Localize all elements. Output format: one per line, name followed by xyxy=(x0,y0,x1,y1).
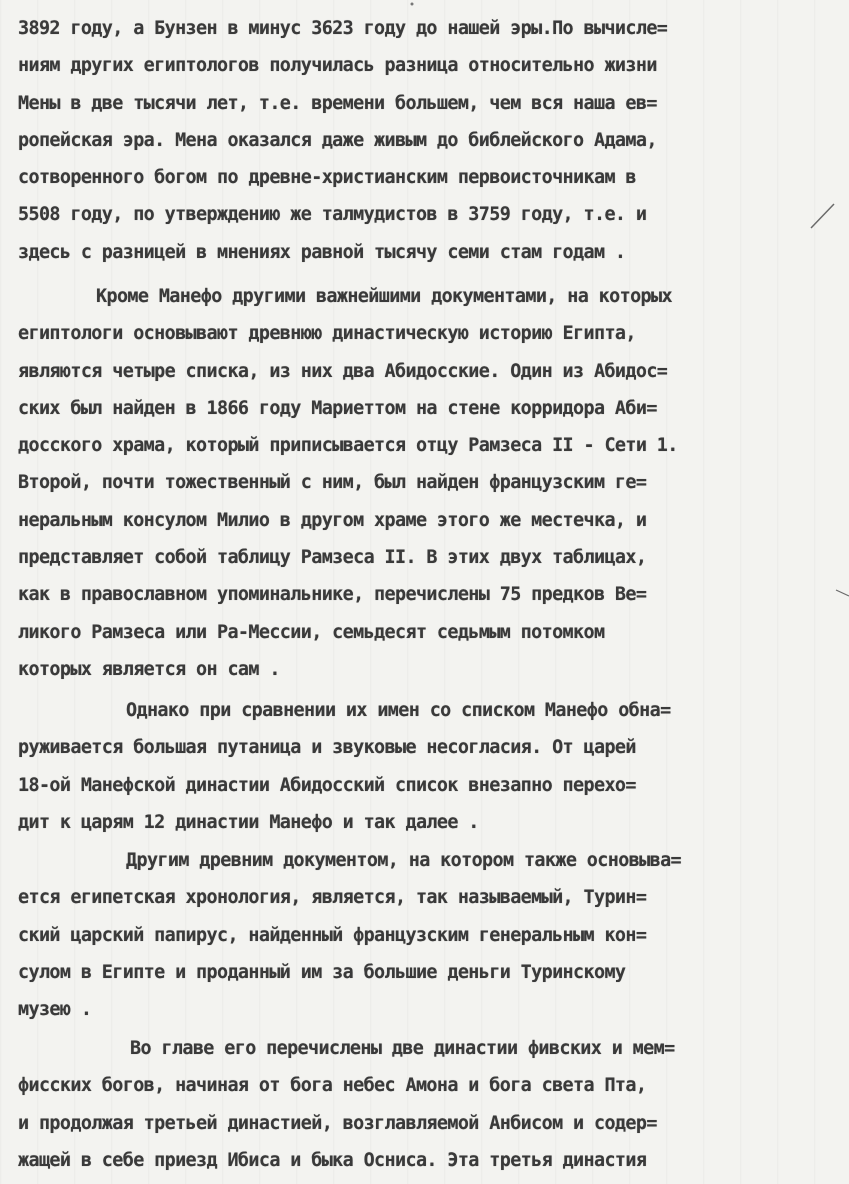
text-line: ский царский папирус, найденный французским генеральным кон= xyxy=(18,924,647,946)
text-line: 18-ой Манефской династии Абидосский список внезапно перехо= xyxy=(18,774,636,796)
text-line: ниям других египтологов получилась разница относительно жизни xyxy=(18,55,657,77)
text-line: 3892 году, а Бунзен в минус 3623 году до нашей эры.По вычисле= xyxy=(18,18,668,39)
pen-stroke-mark xyxy=(836,590,849,596)
text-line: фисских богов, начиная от бога небес Амона и бога света Пта, xyxy=(18,1075,647,1097)
text-line: дит к царям 12 династии Манефо и так далее . xyxy=(18,811,479,833)
text-line: Второй, почти тожественный с ним, был найден французским ге= xyxy=(18,472,647,494)
text-line: руживается большая путаница и звуковые несогласия. От царей xyxy=(18,737,636,759)
text-line: Мены в две тысячи лет, т.е. времени большем, чем вся наша ев= xyxy=(18,92,657,114)
text-line: ских был найден в 1866 году Мариеттом на стене корридора Аби= xyxy=(18,397,657,419)
text-line: ликого Рамзеса или Ра-Мессии, семьдесят седьмым потомком xyxy=(18,621,605,643)
text-line: музею . xyxy=(18,999,92,1021)
pen-stroke-mark xyxy=(811,204,834,228)
text-line: являются четыре списка, из них два Абидосские. Один из Абидос= xyxy=(18,360,668,382)
text-line: египтологи основывают древнюю династическую историю Египта, xyxy=(18,323,636,345)
speck-mark xyxy=(411,3,414,6)
text-line: и продолжая третьей династией, возглавляемой Анбисом и содер= xyxy=(18,1112,657,1134)
text-line: Однако при сравнении их имен со списком Манефо обна= xyxy=(126,700,671,721)
text-line: досского храма, который приписывается отцу Рамзеса II - Сети 1. xyxy=(18,435,678,457)
text-line: неральным консулом Милио в другом храме этого же местечка, и xyxy=(18,509,647,531)
text-line: жащей в себе приезд Ибиса и быка Осниса. Эта третья династия xyxy=(18,1149,647,1171)
text-line: ропейская эра. Мена оказался даже живым до библейского Адама, xyxy=(18,129,657,151)
text-line: Кроме Манефо другими важнейшими документами, на которых xyxy=(96,286,672,307)
text-line: сулом в Египте и проданный им за большие деньги Туринскому xyxy=(18,961,626,983)
text-line: Во главе его перечислены две династии фивских и мем= xyxy=(130,1038,675,1059)
text-line: которых является он сам . xyxy=(18,658,280,680)
text-line: представляет собой таблицу Рамзеса II. В этих двух таблицах, xyxy=(18,547,647,569)
text-line: здесь с разницей в мнениях равной тысячу семи стам годам . xyxy=(18,241,626,263)
text-line: Другим древним документом, на котором также основыва= xyxy=(126,850,682,871)
text-line: 5508 году, по утверждению же талмудистов в 3759 году, т.е. и xyxy=(18,204,647,226)
text-line: как в православном упоминальнике, перечислены 75 предков Ве= xyxy=(18,584,647,606)
text-line: сотворенного богом по древне-христианским первоисточникам в xyxy=(18,167,636,189)
text-line: ется египетская хронология, является, так называемый, Турин= xyxy=(18,887,647,909)
